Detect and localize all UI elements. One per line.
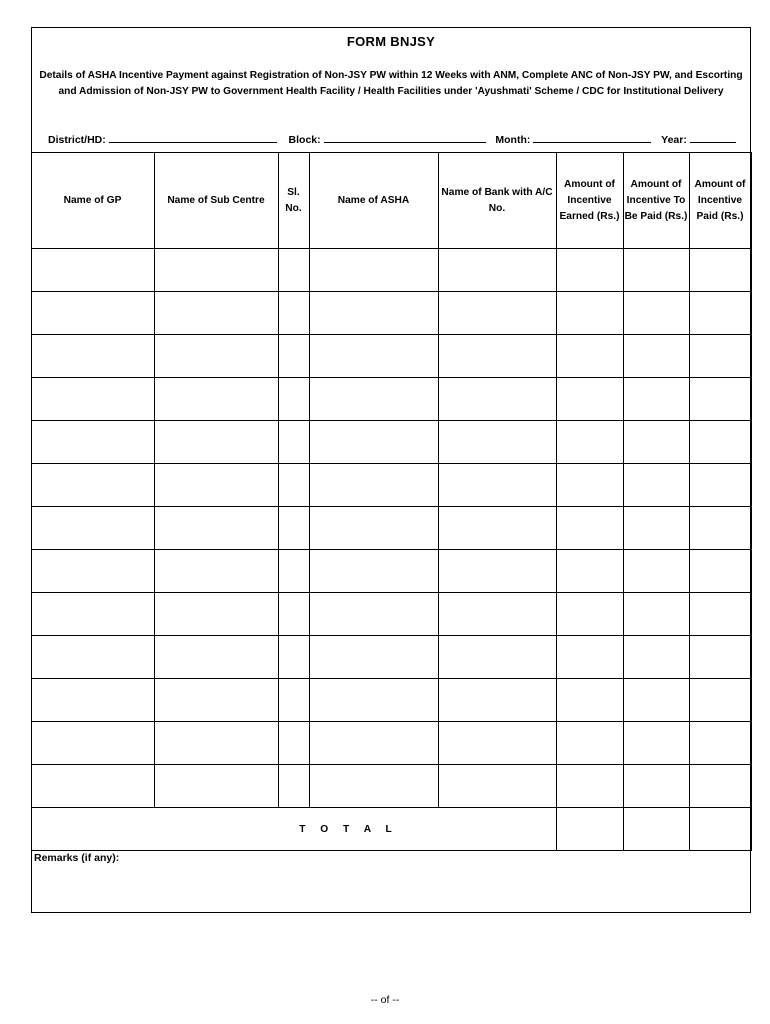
year-label: Year:	[661, 134, 687, 146]
table-row	[31, 593, 751, 636]
table-cell[interactable]	[154, 722, 278, 765]
table-cell[interactable]	[31, 765, 154, 808]
table-cell[interactable]	[309, 335, 438, 378]
table-cell[interactable]	[154, 507, 278, 550]
table-cell[interactable]	[309, 550, 438, 593]
table-row	[31, 378, 751, 421]
header-name-of-gp: Name of GP	[31, 153, 154, 249]
table-cell[interactable]	[154, 464, 278, 507]
form-title: FORM BNJSY	[346, 34, 436, 49]
table-cell[interactable]	[278, 464, 309, 507]
header-name-of-asha: Name of ASHA	[309, 153, 438, 249]
table-cell[interactable]	[278, 292, 309, 335]
table-cell[interactable]	[438, 722, 556, 765]
table-cell[interactable]	[556, 249, 623, 292]
table-row	[31, 679, 751, 722]
table-cell[interactable]	[556, 722, 623, 765]
table-cell[interactable]	[689, 679, 751, 722]
table-cell[interactable]	[689, 593, 751, 636]
total-amount-paid[interactable]	[689, 808, 751, 851]
table-cell[interactable]	[278, 593, 309, 636]
table-cell[interactable]	[309, 507, 438, 550]
table-cell[interactable]	[438, 335, 556, 378]
remarks-area[interactable]	[32, 849, 750, 913]
table-cell[interactable]	[556, 593, 623, 636]
table-cell[interactable]	[438, 292, 556, 335]
table-header-row	[31, 153, 751, 249]
table-cell[interactable]	[689, 464, 751, 507]
table-cell[interactable]	[556, 421, 623, 464]
table-cell[interactable]	[309, 636, 438, 679]
table-cell[interactable]	[689, 550, 751, 593]
table-cell[interactable]	[623, 464, 689, 507]
table-cell[interactable]	[278, 335, 309, 378]
table-cell[interactable]	[689, 335, 751, 378]
table-cell[interactable]	[31, 593, 154, 636]
table-cell[interactable]	[689, 636, 751, 679]
table-cell[interactable]	[556, 550, 623, 593]
header-amount-to-be-paid: Amount of Incentive To Be Paid (Rs.)	[623, 153, 689, 249]
remarks-label: Remarks (if any):	[34, 852, 120, 864]
table-cell[interactable]	[154, 593, 278, 636]
table-cell[interactable]	[438, 378, 556, 421]
table-row	[31, 765, 751, 808]
table-cell[interactable]	[31, 507, 154, 550]
table-cell[interactable]	[623, 335, 689, 378]
total-amount-to-be-paid[interactable]	[623, 808, 689, 851]
table-cell[interactable]	[556, 765, 623, 808]
header-sl-no: Sl. No.	[278, 153, 309, 249]
table-row	[31, 722, 751, 765]
table-cell[interactable]	[556, 507, 623, 550]
table-cell[interactable]	[31, 335, 154, 378]
year-field[interactable]	[690, 132, 736, 143]
block-field[interactable]	[324, 132, 486, 143]
table-cell[interactable]	[309, 378, 438, 421]
page-marker: -- of --	[370, 994, 400, 1006]
table-cell[interactable]	[154, 421, 278, 464]
table-cell[interactable]	[278, 636, 309, 679]
table-cell[interactable]	[438, 421, 556, 464]
table-cell[interactable]	[154, 249, 278, 292]
table-cell[interactable]	[154, 765, 278, 808]
table-cell[interactable]	[623, 679, 689, 722]
total-label: T O T A L	[31, 808, 556, 851]
table-cell[interactable]	[309, 292, 438, 335]
incentive-table	[31, 152, 752, 851]
table-cell[interactable]	[31, 249, 154, 292]
header-fields	[48, 132, 740, 146]
table-cell[interactable]	[623, 378, 689, 421]
table-cell[interactable]	[309, 249, 438, 292]
table-cell[interactable]	[623, 636, 689, 679]
table-cell[interactable]	[154, 679, 278, 722]
table-cell[interactable]	[623, 421, 689, 464]
table-cell[interactable]	[309, 765, 438, 808]
table-cell[interactable]	[623, 722, 689, 765]
table-cell[interactable]	[278, 421, 309, 464]
table-cell[interactable]	[689, 722, 751, 765]
table-cell[interactable]	[31, 378, 154, 421]
table-row	[31, 292, 751, 335]
table-cell[interactable]	[556, 378, 623, 421]
table-cell[interactable]	[154, 335, 278, 378]
table-cell[interactable]	[438, 249, 556, 292]
table-row	[31, 550, 751, 593]
table-cell[interactable]	[309, 421, 438, 464]
table-cell[interactable]	[689, 765, 751, 808]
block-label: Block:	[288, 134, 321, 146]
table-cell[interactable]	[278, 507, 309, 550]
table-cell[interactable]	[438, 593, 556, 636]
table-row	[31, 421, 751, 464]
table-cell[interactable]	[309, 593, 438, 636]
total-amount-earned[interactable]	[556, 808, 623, 851]
table-cell[interactable]	[438, 507, 556, 550]
table-cell[interactable]	[438, 550, 556, 593]
table-cell[interactable]	[556, 464, 623, 507]
table-body	[31, 249, 751, 808]
table-cell[interactable]	[623, 249, 689, 292]
table-cell[interactable]	[556, 335, 623, 378]
table-cell[interactable]	[556, 636, 623, 679]
table-cell[interactable]	[31, 292, 154, 335]
form-description: Details of ASHA Incentive Payment against Registration of Non-JSY PW within 12 Weeks with ANM, Complete ANC of Non-JSY PW, and Escorting and Admission of Non-JSY PW to Government Health Facility / Health Facilities under 'Ayushmati' Scheme / CDC for Institutional Delivery	[39, 70, 743, 97]
district-label: District/HD:	[48, 134, 106, 146]
table-row	[31, 249, 751, 292]
table-cell[interactable]	[623, 507, 689, 550]
header-amount-earned: Amount of Incentive Earned (Rs.)	[556, 153, 623, 249]
table-cell[interactable]	[154, 292, 278, 335]
month-field[interactable]	[533, 132, 651, 143]
table-cell[interactable]	[31, 421, 154, 464]
table-cell[interactable]	[309, 722, 438, 765]
table-cell[interactable]	[278, 765, 309, 808]
table-cell[interactable]	[689, 378, 751, 421]
table-cell[interactable]	[623, 292, 689, 335]
table-cell[interactable]	[438, 765, 556, 808]
table-row	[31, 335, 751, 378]
table-cell[interactable]	[278, 679, 309, 722]
month-label: Month:	[495, 134, 531, 146]
table-cell[interactable]	[309, 464, 438, 507]
table-cell[interactable]	[154, 636, 278, 679]
table-cell[interactable]	[278, 378, 309, 421]
table-cell[interactable]	[31, 550, 154, 593]
table-cell[interactable]	[689, 421, 751, 464]
district-field[interactable]	[109, 132, 277, 143]
table-cell[interactable]	[278, 249, 309, 292]
table-cell[interactable]	[689, 507, 751, 550]
table-cell[interactable]	[438, 464, 556, 507]
table-cell[interactable]	[689, 249, 751, 292]
table-row	[31, 507, 751, 550]
table-cell[interactable]	[154, 550, 278, 593]
table-cell[interactable]	[438, 636, 556, 679]
header-amount-paid: Amount of Incentive Paid (Rs.)	[689, 153, 751, 249]
table-cell[interactable]	[556, 292, 623, 335]
table-row	[31, 636, 751, 679]
header-bank-account: Name of Bank with A/C No.	[438, 153, 556, 249]
table-cell[interactable]	[438, 679, 556, 722]
table-cell[interactable]	[31, 679, 154, 722]
table-cell[interactable]	[689, 292, 751, 335]
table-cell[interactable]	[623, 593, 689, 636]
table-cell[interactable]	[623, 550, 689, 593]
table-cell[interactable]	[278, 722, 309, 765]
table-cell[interactable]	[309, 679, 438, 722]
table-cell[interactable]	[31, 722, 154, 765]
form-container	[31, 27, 751, 913]
table-cell[interactable]	[31, 464, 154, 507]
table-cell[interactable]	[278, 550, 309, 593]
table-cell[interactable]	[154, 378, 278, 421]
table-cell[interactable]	[623, 765, 689, 808]
table-row	[31, 464, 751, 507]
header-name-of-sub-centre: Name of Sub Centre	[154, 153, 278, 249]
table-cell[interactable]	[556, 679, 623, 722]
table-cell[interactable]	[31, 636, 154, 679]
total-row	[31, 808, 751, 851]
